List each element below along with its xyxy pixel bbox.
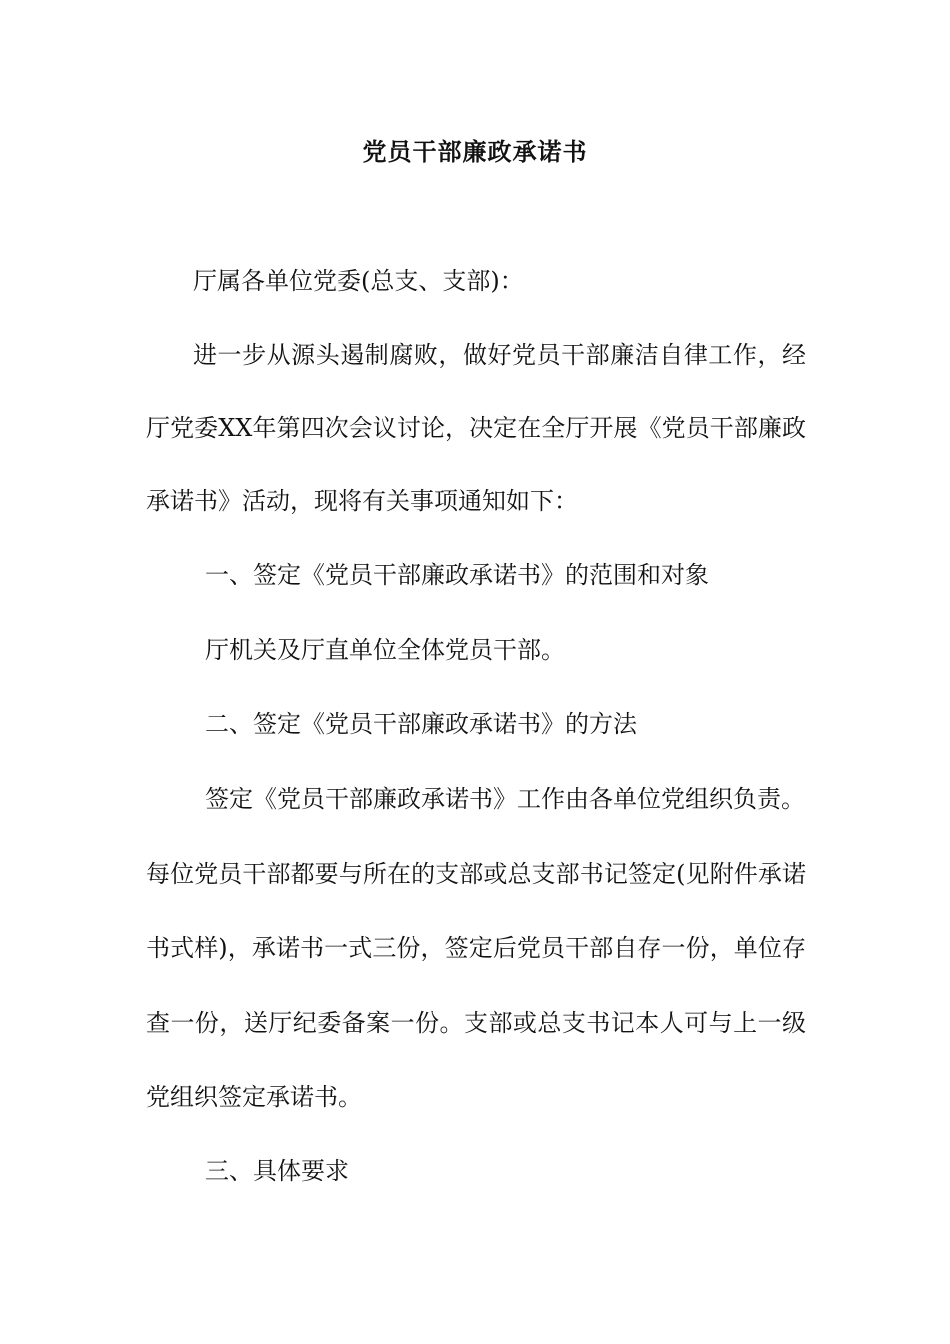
section-heading: 三、具体要求 xyxy=(205,1157,349,1185)
intro-line: 厅党委XX年第四次会议讨论，决定在全厅开展《党员干部廉政 xyxy=(146,414,806,442)
section-heading: 一、签定《党员干部廉政承诺书》的范围和对象 xyxy=(205,561,709,589)
intro-line: 承诺书》活动，现将有关事项通知如下： xyxy=(146,487,578,515)
intro-line: 进一步从源头遏制腐败，做好党员干部廉洁自律工作，经 xyxy=(193,341,806,369)
section-text-line: 每位党员干部都要与所在的支部或总支部书记签定(见附件承诺 xyxy=(146,860,806,888)
section-text-line: 党组织签定承诺书。 xyxy=(146,1083,362,1111)
section-text: 厅机关及厅直单位全体党员干部。 xyxy=(205,636,565,664)
section-text-line: 查一份，送厅纪委备案一份。支部或总支书记本人可与上一级 xyxy=(146,1009,806,1037)
section-text-line: 签定《党员干部廉政承诺书》工作由各单位党组织负责。 xyxy=(205,785,805,813)
salutation: 厅属各单位党委(总支、支部)： xyxy=(193,267,524,295)
section-text-line: 书式样)，承诺书一式三份，签定后党员干部自存一份，单位存 xyxy=(146,934,806,962)
document-title: 党员干部廉政承诺书 xyxy=(362,137,588,166)
section-heading: 二、签定《党员干部廉政承诺书》的方法 xyxy=(205,710,637,738)
